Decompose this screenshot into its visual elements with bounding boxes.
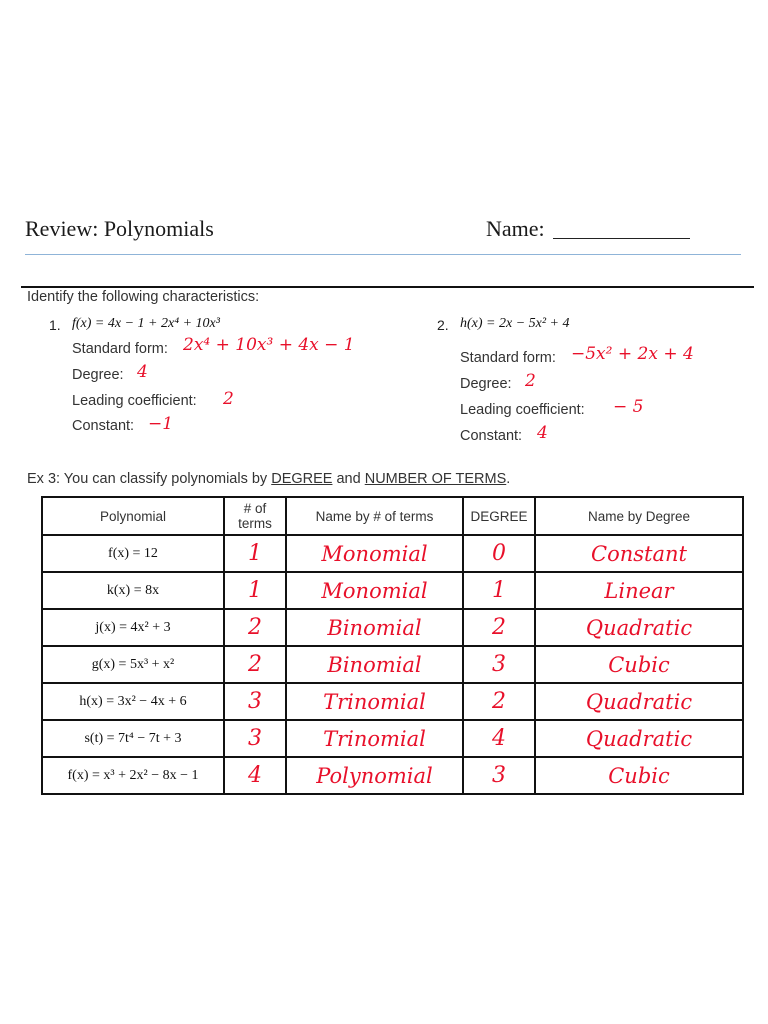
name-by-degree-cell: Linear — [535, 572, 743, 609]
example-3-prefix: Ex 3: You can classify polynomials by — [27, 471, 272, 487]
example-3-prompt — [27, 471, 510, 487]
name-by-degree-cell: Cubic — [535, 646, 743, 683]
problem-number: 2. — [437, 317, 449, 333]
leading-coefficient-answer: 2 — [223, 389, 234, 409]
degree-cell: 1 — [463, 572, 535, 609]
terms-cell: 2 — [224, 609, 286, 646]
terms-cell: 3 — [224, 720, 286, 757]
standard-form-answer: −5x² + 2x + 4 — [571, 344, 694, 364]
degree-cell: 2 — [463, 683, 535, 720]
table-header-row — [42, 497, 743, 535]
problem-function: f(x) = 4x − 1 + 2x⁴ + 10x³ — [72, 316, 220, 331]
polynomial-cell: h(x) = 3x² − 4x + 6 — [42, 683, 224, 720]
degree-cell: 0 — [463, 535, 535, 572]
header-num-terms: # of terms — [224, 497, 286, 535]
section-divider — [21, 286, 754, 288]
degree-cell: 3 — [463, 646, 535, 683]
instructions: Identify the following characteristics: — [27, 289, 260, 305]
table-row — [42, 535, 743, 572]
table-row — [42, 572, 743, 609]
name-by-terms-cell: Polynomial — [286, 757, 463, 794]
terms-cell: 2 — [224, 646, 286, 683]
header-name-by-degree: Name by Degree — [535, 497, 743, 535]
name-by-degree-cell: Quadratic — [535, 683, 743, 720]
classification-table — [41, 496, 744, 795]
degree-label: Degree: — [72, 367, 124, 383]
table-row — [42, 683, 743, 720]
standard-form-label: Standard form: — [72, 341, 168, 357]
name-by-terms-cell: Trinomial — [286, 720, 463, 757]
degree-cell: 3 — [463, 757, 535, 794]
name-by-degree-cell: Cubic — [535, 757, 743, 794]
page-title: Review: Polynomials — [25, 216, 214, 241]
degree-cell: 4 — [463, 720, 535, 757]
table-row — [42, 757, 743, 794]
terms-keyword: NUMBER OF TERMS — [364, 471, 507, 487]
constant-answer: −1 — [148, 414, 174, 434]
header-polynomial: Polynomial — [42, 497, 224, 535]
degree-answer: 2 — [525, 371, 536, 391]
leading-coefficient-answer: − 5 — [613, 397, 644, 417]
constant-label: Constant: — [72, 418, 135, 434]
example-3-and: and — [332, 471, 365, 487]
terms-cell: 1 — [224, 572, 286, 609]
name-by-terms-cell: Binomial — [286, 609, 463, 646]
degree-keyword: DEGREE — [271, 471, 333, 487]
constant-answer: 4 — [537, 423, 548, 443]
name-blank-line — [553, 238, 690, 239]
name-by-terms-cell: Trinomial — [286, 683, 463, 720]
leading-coefficient-label: Leading coefficient: — [72, 393, 197, 409]
header-name-by-terms: Name by # of terms — [286, 497, 463, 535]
polynomial-cell: f(x) = x³ + 2x² − 8x − 1 — [42, 757, 224, 794]
polynomial-cell: f(x) = 12 — [42, 535, 224, 572]
polynomial-cell: s(t) = 7t⁴ − 7t + 3 — [42, 720, 224, 757]
name-by-degree-cell: Quadratic — [535, 720, 743, 757]
polynomial-cell: k(x) = 8x — [42, 572, 224, 609]
problem-function: h(x) = 2x − 5x² + 4 — [460, 316, 570, 331]
title-divider — [25, 254, 741, 255]
header-degree: DEGREE — [463, 497, 535, 535]
terms-cell: 4 — [224, 757, 286, 794]
name-by-terms-cell: Monomial — [286, 535, 463, 572]
degree-label: Degree: — [460, 376, 512, 392]
example-3-suffix: . — [506, 471, 511, 487]
terms-cell: 3 — [224, 683, 286, 720]
problem-number: 1. — [49, 317, 61, 333]
polynomial-cell: j(x) = 4x² + 3 — [42, 609, 224, 646]
constant-label: Constant: — [460, 428, 523, 444]
table-row — [42, 720, 743, 757]
name-label: Name: — [486, 216, 545, 241]
name-by-terms-cell: Monomial — [286, 572, 463, 609]
table-row — [42, 609, 743, 646]
name-by-degree-cell: Constant — [535, 535, 743, 572]
table-row — [42, 646, 743, 683]
polynomial-cell: g(x) = 5x³ + x² — [42, 646, 224, 683]
standard-form-label: Standard form: — [460, 350, 556, 366]
name-by-terms-cell: Binomial — [286, 646, 463, 683]
terms-cell: 1 — [224, 535, 286, 572]
name-by-degree-cell: Quadratic — [535, 609, 743, 646]
degree-answer: 4 — [137, 362, 148, 382]
degree-cell: 2 — [463, 609, 535, 646]
leading-coefficient-label: Leading coefficient: — [460, 402, 585, 418]
standard-form-answer: 2x⁴ + 10x³ + 4x − 1 — [183, 335, 355, 355]
